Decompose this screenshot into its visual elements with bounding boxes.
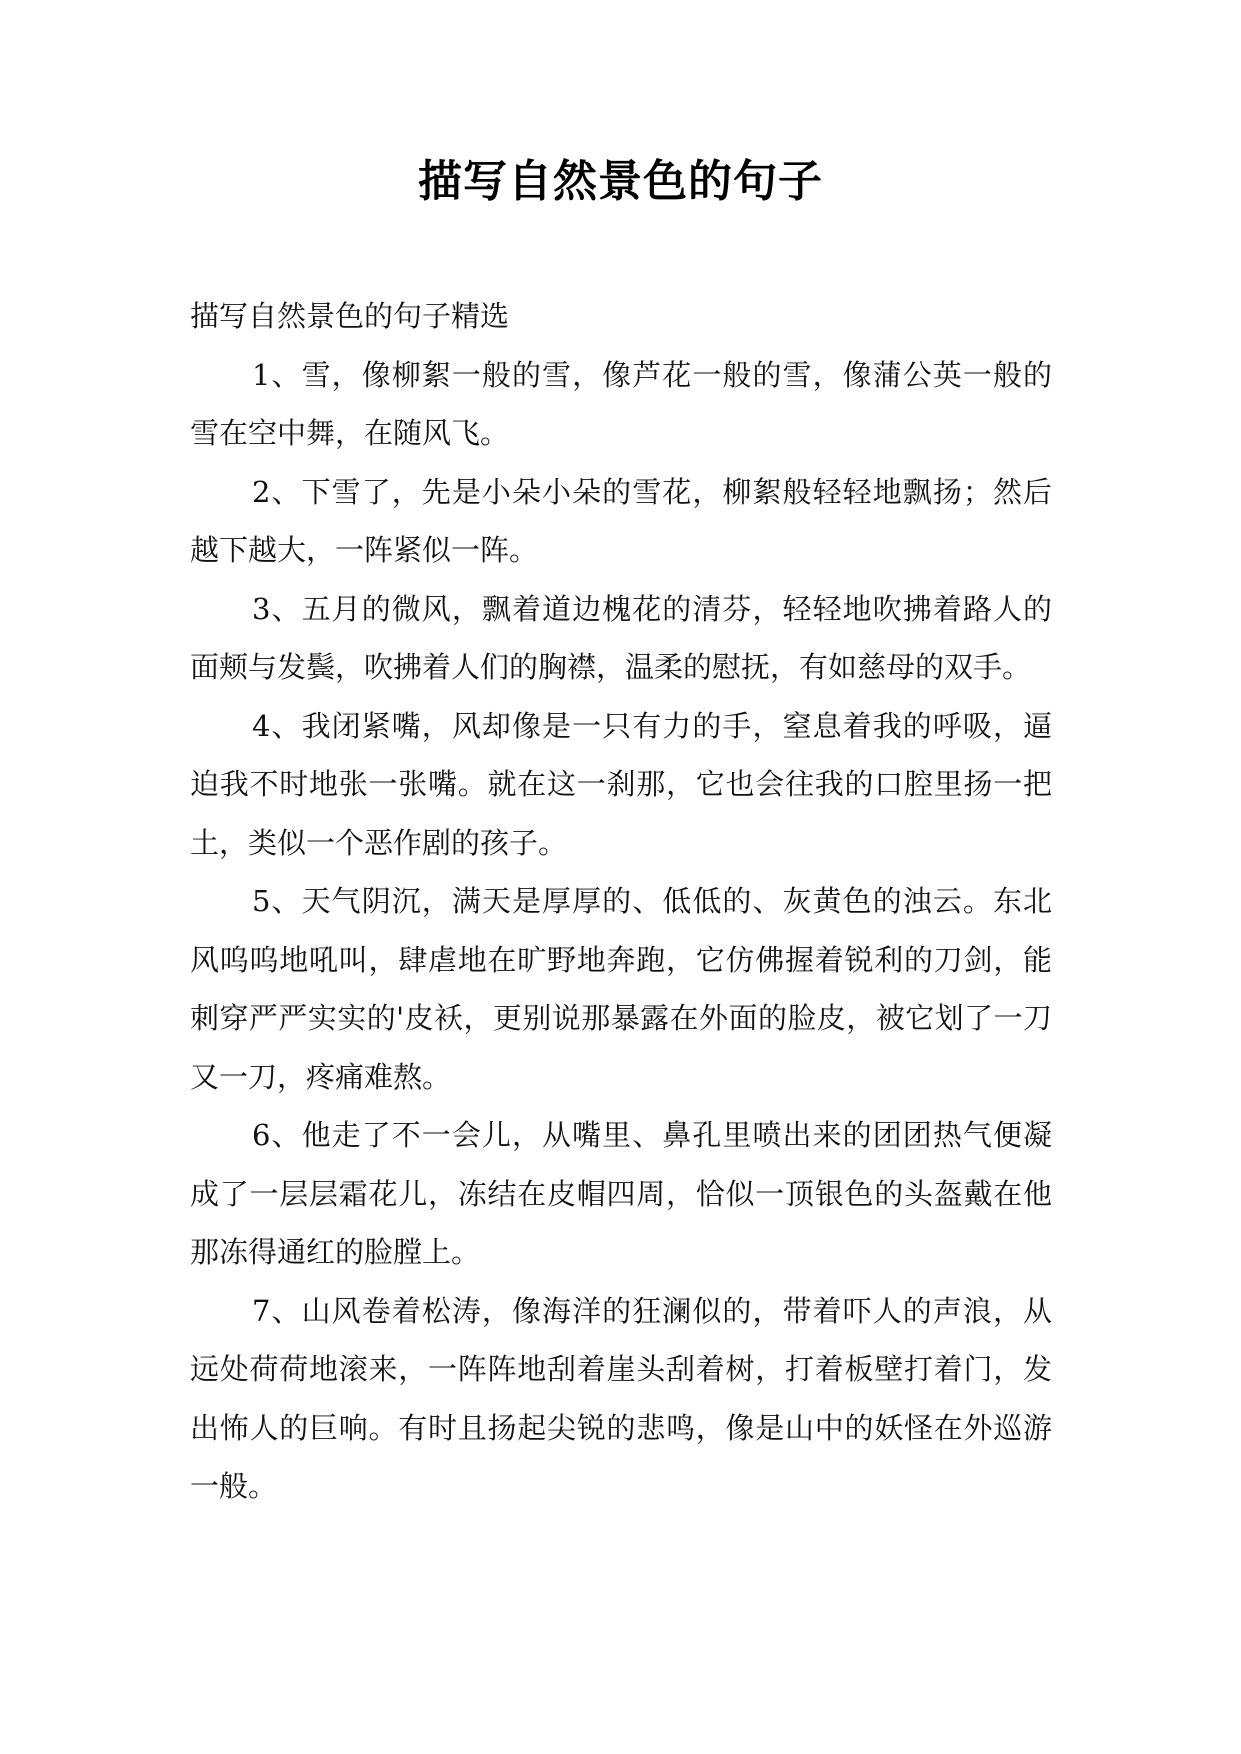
document-body [190,287,1052,1516]
paragraph-6: 6、他走了不一会儿，从嘴里、鼻孔里喷出来的团团热气便凝成了一层层霜花儿，冻结在皮帽四周，恰似一顶银色的头盔戴在他那冻得通红的脸膛上。 [190,1118,1052,1269]
paragraph-5: 5、天气阴沉，满天是厚厚的、低低的、灰黄色的浊云。东北风呜呜地吼叫，肆虐地在旷野地奔跑，它仿佛握着锐利的刀剑，能刺穿严严实实的'皮袄，更别说那暴露在外面的脸皮，被它划了一刀又一刀，疼痛难熬。 [190,884,1052,1094]
document-subtitle: 描写自然景色的句子精选 [190,299,510,333]
paragraph-2: 2、下雪了，先是小朵小朵的雪花，柳絮般轻轻地飘扬；然后越下越大，一阵紧似一阵。 [190,474,1052,567]
paragraph-4: 4、我闭紧嘴，风却像是一只有力的手，窒息着我的呼吸，逼迫我不时地张一张嘴。就在这一刹那，它也会往我的口腔里扬一把土，类似一个恶作剧的孩子。 [190,708,1052,860]
document-title: 描写自然景色的句子 [418,156,823,207]
paragraph-1: 1、雪，像柳絮一般的雪，像芦花一般的雪，像蒲公英一般的雪在空中舞，在随风飞。 [190,357,1052,450]
paragraph-7: 7、山风卷着松涛，像海洋的狂澜似的，带着吓人的声浪，从远处荷荷地滚来，一阵阵地刮着崖头刮着树，打着板壁打着门，发出怖人的巨响。有时且扬起尖锐的悲鸣，像是山中的妖怪在外巡游一般。 [190,1293,1052,1503]
paragraph-3: 3、五月的微风，飘着道边槐花的清芬，轻轻地吹拂着路人的面颊与发鬓，吹拂着人们的胸襟，温柔的慰抚，有如慈母的双手。 [190,591,1052,684]
